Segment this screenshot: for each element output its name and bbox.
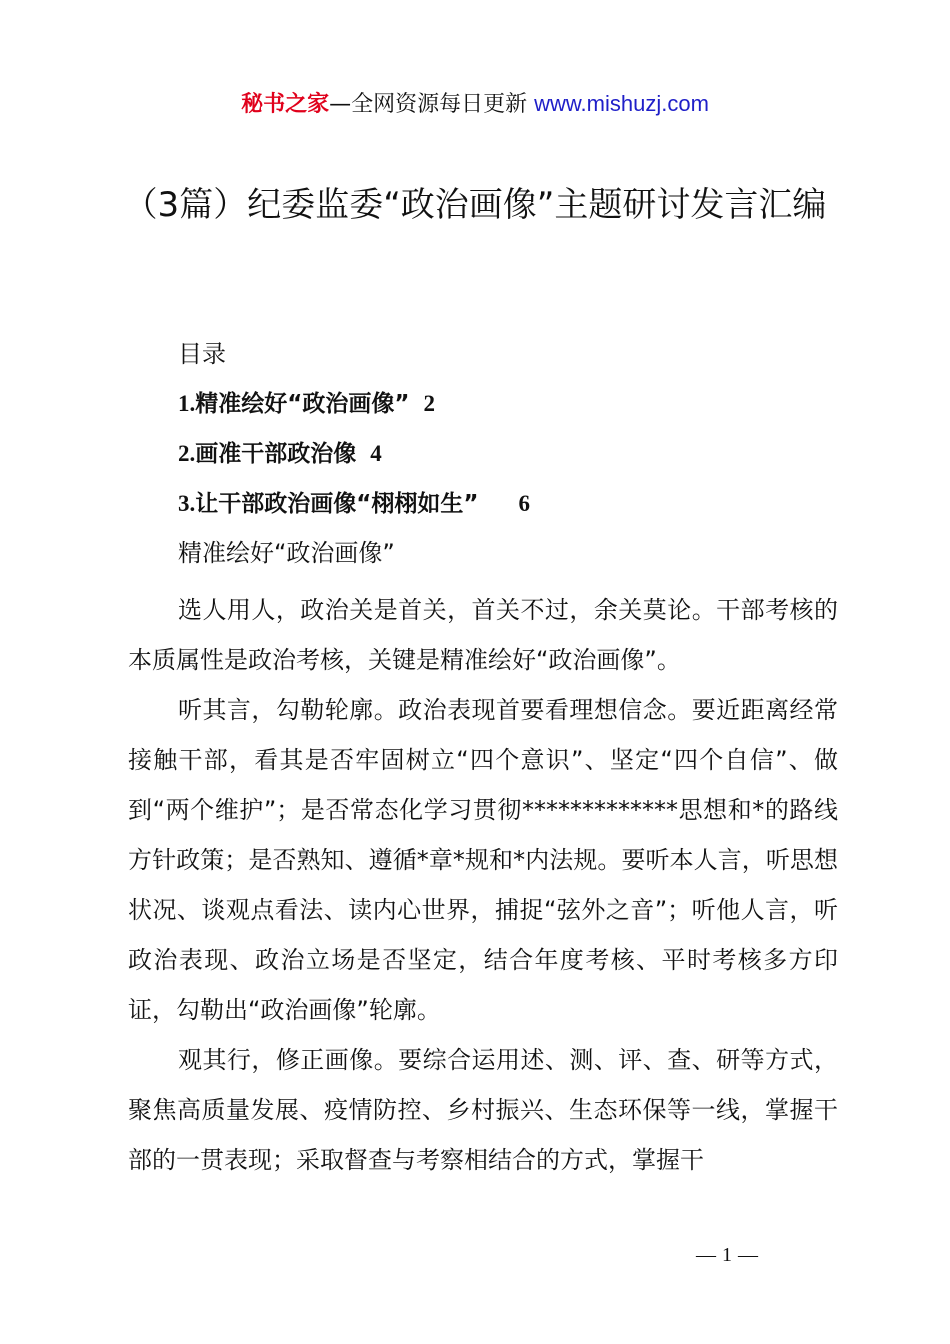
section-heading: 精准绘好“政治画像” xyxy=(178,539,395,567)
footer-dash-right: — xyxy=(738,1244,758,1266)
page-number: 1 xyxy=(722,1244,732,1266)
body-text xyxy=(128,585,838,1185)
toc-item-label: 精准绘好“政治画像” xyxy=(195,391,410,417)
body-paragraph: 听其言，勾勒轮廓。政治表现首要看理想信念。要近距离经常接触干部，看其是否牢固树立“四个意识”、坚定“四个自信”、做到“两个维护”；是否常态化学习贯彻*************思想和*的路线方针政策；是否熟知、遵循*章*规和*内法规。要听本人言，听思想状况、谈观点看法、读内心世界，捕捉“弦外之音”；听他人言，听政治表现、政治立场是否坚定，结合年度考核、平时考核多方印证，勾勒出“政治画像”轮廓。 xyxy=(128,696,838,1024)
toc-item-number: 1. xyxy=(178,391,196,416)
toc-item-page: 6 xyxy=(518,491,530,516)
brand-name: 秘书之家 xyxy=(241,92,330,117)
toc-item[interactable] xyxy=(178,386,435,422)
site-header xyxy=(0,88,950,121)
header-tagline: —全网资源每日更新 xyxy=(329,92,535,117)
document-title: （3篇）纪委监委“政治画像”主题研讨发言汇编 xyxy=(123,185,827,225)
toc-item-page: 2 xyxy=(423,391,435,416)
toc-item[interactable] xyxy=(178,436,382,472)
body-paragraph: 选人用人，政治关是首关，首关不过，余关莫论。干部考核的本质属性是政治考核，关键是精准绘好“政治画像”。 xyxy=(128,596,838,674)
footer-dash-left: — xyxy=(696,1244,716,1266)
body-paragraph: 观其行，修正画像。要综合运用述、测、评、查、研等方式，聚焦高质量发展、疫情防控、乡村振兴、生态环保等一线，掌握干部的一贯表现；采取督查与考察相结合的方式，掌握干 xyxy=(128,1046,838,1174)
toc-item-number: 3. xyxy=(178,491,196,516)
page-footer xyxy=(690,1240,764,1270)
toc-heading: 目录 xyxy=(178,340,226,368)
toc-item-label: 画准干部政治像 xyxy=(195,441,357,467)
toc-item[interactable] xyxy=(178,486,530,522)
toc-item-number: 2. xyxy=(178,441,196,466)
toc-item-page: 4 xyxy=(370,441,382,466)
site-url-link[interactable]: www.mishuzj.com xyxy=(534,91,709,116)
toc-item-label: 让干部政治画像“栩栩如生” xyxy=(195,491,479,517)
